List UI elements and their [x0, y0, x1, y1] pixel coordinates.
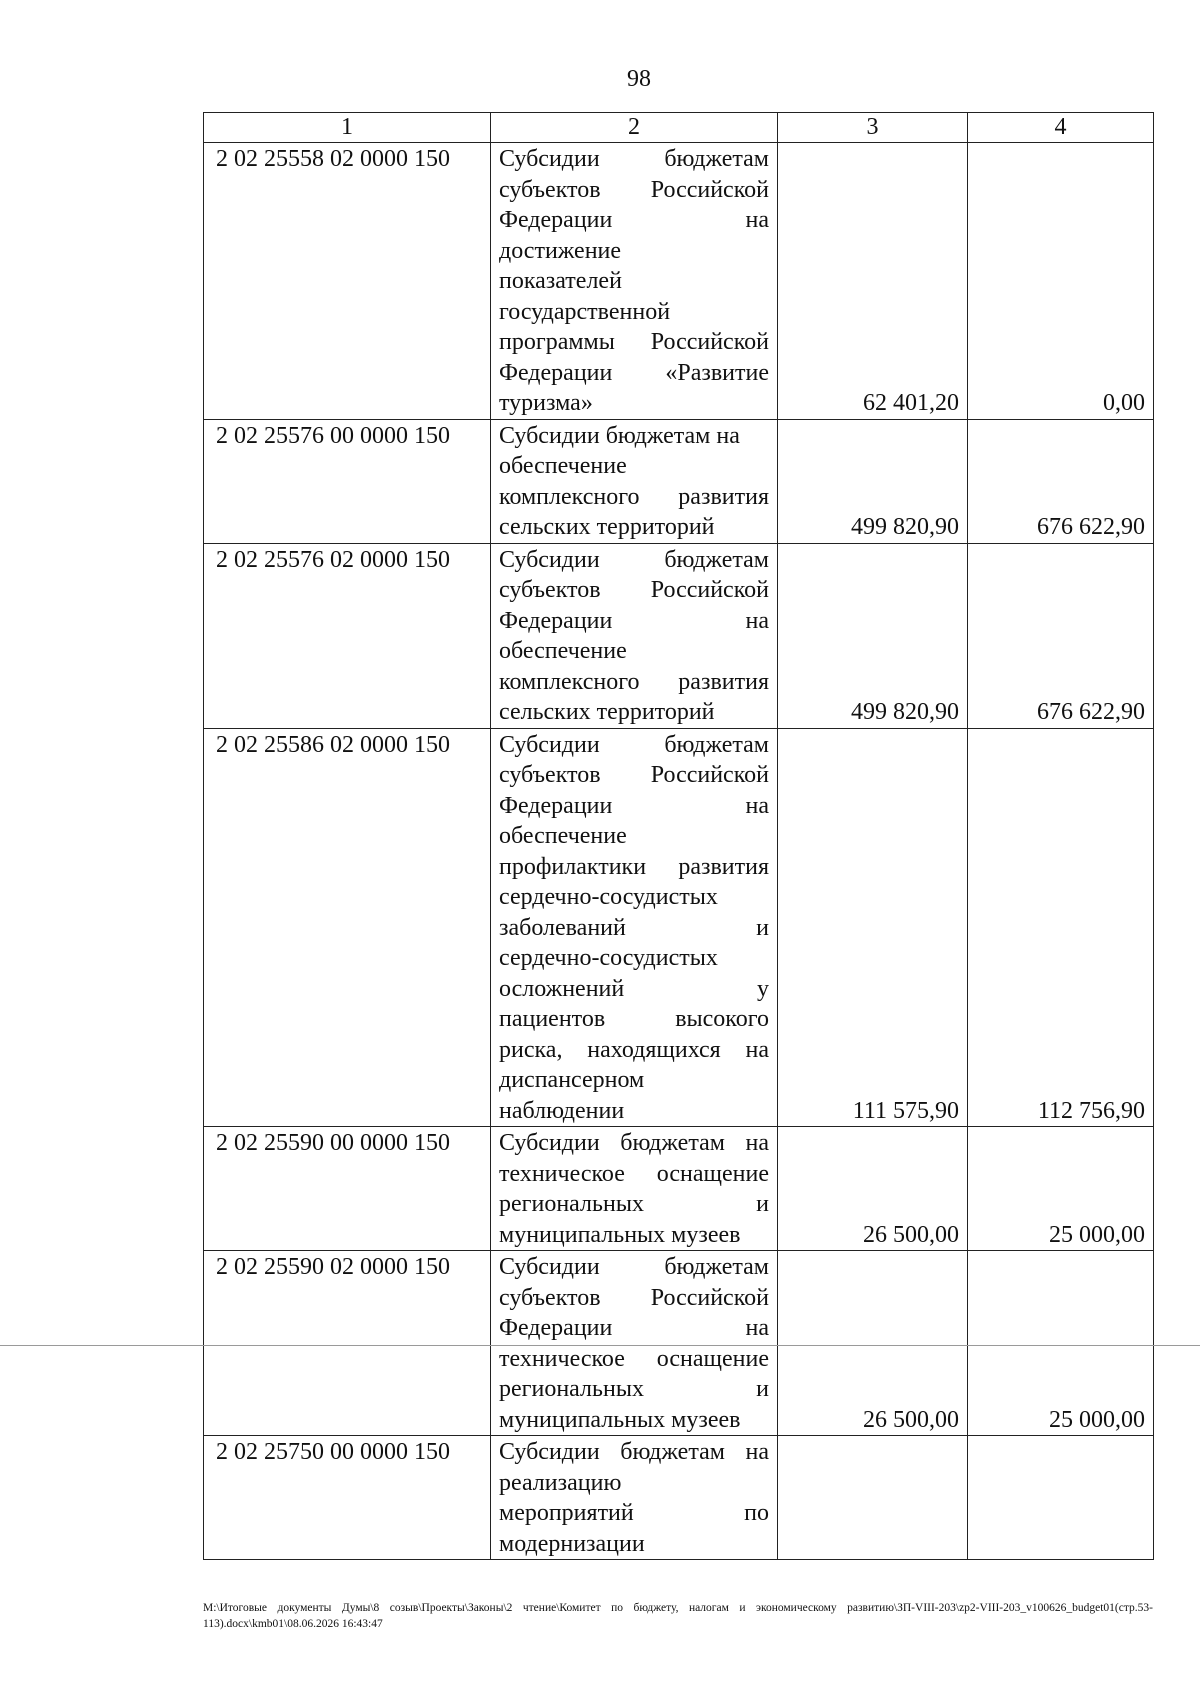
- description-line: сердечно-сосудистых: [499, 884, 718, 910]
- amount-year2-cell: 676 622,90: [968, 543, 1154, 728]
- description-line: реализацию: [499, 1469, 622, 1496]
- description-cell: [491, 1251, 778, 1436]
- amount-year1-cell: [778, 1436, 968, 1560]
- amount-year2-cell: 112 756,90: [968, 728, 1154, 1127]
- budget-code-cell: 2 02 25590 00 0000 150: [204, 1127, 491, 1251]
- description-line: достижение: [499, 237, 622, 264]
- amount-year1-cell: 26 500,00: [778, 1127, 968, 1251]
- description-cell: [491, 1127, 778, 1251]
- budget-code-cell: 2 02 25586 02 0000 150: [204, 728, 491, 1127]
- description-line: техническое оснащение: [499, 1345, 769, 1372]
- description-line: риска, находящихся на: [499, 1036, 769, 1063]
- description-cell: [491, 143, 778, 420]
- amount-year2-cell: 25 000,00: [968, 1127, 1154, 1251]
- description-line: профилактики развития: [499, 853, 769, 880]
- description-line: субъектов Российской: [499, 577, 769, 603]
- description-line: Федерации на: [499, 792, 769, 819]
- description-line: наблюдении: [499, 1097, 625, 1124]
- column-header-code: 1: [204, 113, 491, 143]
- description-cell: [491, 419, 778, 543]
- table-row: [204, 143, 1154, 420]
- description-line: муниципальных музеев: [499, 1406, 741, 1433]
- description-line: Субсидии бюджетам на: [499, 1439, 769, 1465]
- description-line: обеспечение: [499, 823, 627, 849]
- description-line: пациентов высокого: [499, 1006, 769, 1032]
- amount-year1-cell: 62 401,20: [778, 143, 968, 420]
- footer-file-path: M:\Итоговые документы Думы\8 созыв\Проекты\Законы\2 чтение\Комитет по бюджету, налогам и экономическому развитию\ЗП-VIII-203\zp2-VIII-203_v100626_budget01(стр.53-113).docx\kmb01\08.06.2026 16:43:47: [203, 1602, 1153, 1630]
- column-header-amount-year2: 4: [968, 113, 1154, 143]
- table-row: [204, 543, 1154, 728]
- description-line: осложнений у: [499, 975, 769, 1002]
- description-line: заболеваний и: [499, 914, 769, 941]
- column-header-amount-year1: 3: [778, 113, 968, 143]
- budget-code-cell: 2 02 25576 02 0000 150: [204, 543, 491, 728]
- description-line: сельских территорий: [499, 699, 715, 725]
- description-line: Федерации на: [499, 607, 769, 634]
- description-line: Субсидии бюджетам: [499, 1254, 769, 1280]
- amount-year2-cell: 676 622,90: [968, 419, 1154, 543]
- description-line: Федерации «Развитие: [499, 359, 769, 386]
- description-line: государственной: [499, 298, 671, 325]
- description-line: региональных и: [499, 1376, 769, 1402]
- amount-year2-cell: [968, 1436, 1154, 1560]
- description-line: Субсидии бюджетам: [499, 731, 769, 758]
- description-line: программы Российской: [499, 329, 769, 355]
- description-line: Субсидии бюджетам: [499, 146, 769, 172]
- budget-revenue-table: [203, 112, 1154, 1560]
- table-body: [204, 143, 1154, 1560]
- page-number: 98: [627, 66, 651, 92]
- table-row: [204, 1127, 1154, 1251]
- budget-code-cell: 2 02 25576 00 0000 150: [204, 419, 491, 543]
- description-line: туризма»: [499, 390, 593, 416]
- description-line: диспансерном: [499, 1067, 645, 1093]
- table-row: [204, 419, 1154, 543]
- description-cell: [491, 543, 778, 728]
- amount-year2-cell: 25 000,00: [968, 1251, 1154, 1436]
- description-line: субъектов Российской: [499, 1284, 769, 1311]
- description-line: Субсидии бюджетам на: [499, 422, 740, 449]
- amount-year1-cell: 26 500,00: [778, 1251, 968, 1436]
- description-line: Субсидии бюджетам на: [499, 1130, 769, 1156]
- description-line: техническое оснащение: [499, 1160, 769, 1187]
- description-line: мероприятий по: [499, 1500, 769, 1526]
- budget-code-cell: 2 02 25558 02 0000 150: [204, 143, 491, 420]
- description-line: сердечно-сосудистых: [499, 945, 718, 971]
- description-line: региональных и: [499, 1191, 769, 1217]
- budget-code-cell: 2 02 25590 02 0000 150: [204, 1251, 491, 1436]
- description-cell: [491, 1436, 778, 1560]
- scan-divider-line: [0, 1345, 1200, 1346]
- column-header-description: 2: [491, 113, 778, 143]
- table-row: [204, 1251, 1154, 1436]
- description-line: Субсидии бюджетам: [499, 546, 769, 573]
- description-line: показателей: [499, 268, 622, 294]
- amount-year2-cell: 0,00: [968, 143, 1154, 420]
- description-line: обеспечение: [499, 638, 627, 664]
- table-header-row: [204, 113, 1154, 143]
- description-cell: [491, 728, 778, 1127]
- table-row: [204, 1436, 1154, 1560]
- description-line: модернизации: [499, 1530, 645, 1557]
- description-line: субъектов Российской: [499, 762, 769, 788]
- amount-year1-cell: 499 820,90: [778, 543, 968, 728]
- budget-code-cell: 2 02 25750 00 0000 150: [204, 1436, 491, 1560]
- amount-year1-cell: 111 575,90: [778, 728, 968, 1127]
- table-row: [204, 728, 1154, 1127]
- description-line: комплексного развития: [499, 668, 769, 695]
- description-line: Федерации на: [499, 1315, 769, 1341]
- description-line: сельских территорий: [499, 514, 715, 540]
- amount-year1-cell: 499 820,90: [778, 419, 968, 543]
- description-line: субъектов Российской: [499, 176, 769, 203]
- description-line: обеспечение: [499, 453, 627, 479]
- description-line: муниципальных музеев: [499, 1221, 741, 1248]
- description-line: комплексного развития: [499, 483, 769, 510]
- description-line: Федерации на: [499, 207, 769, 233]
